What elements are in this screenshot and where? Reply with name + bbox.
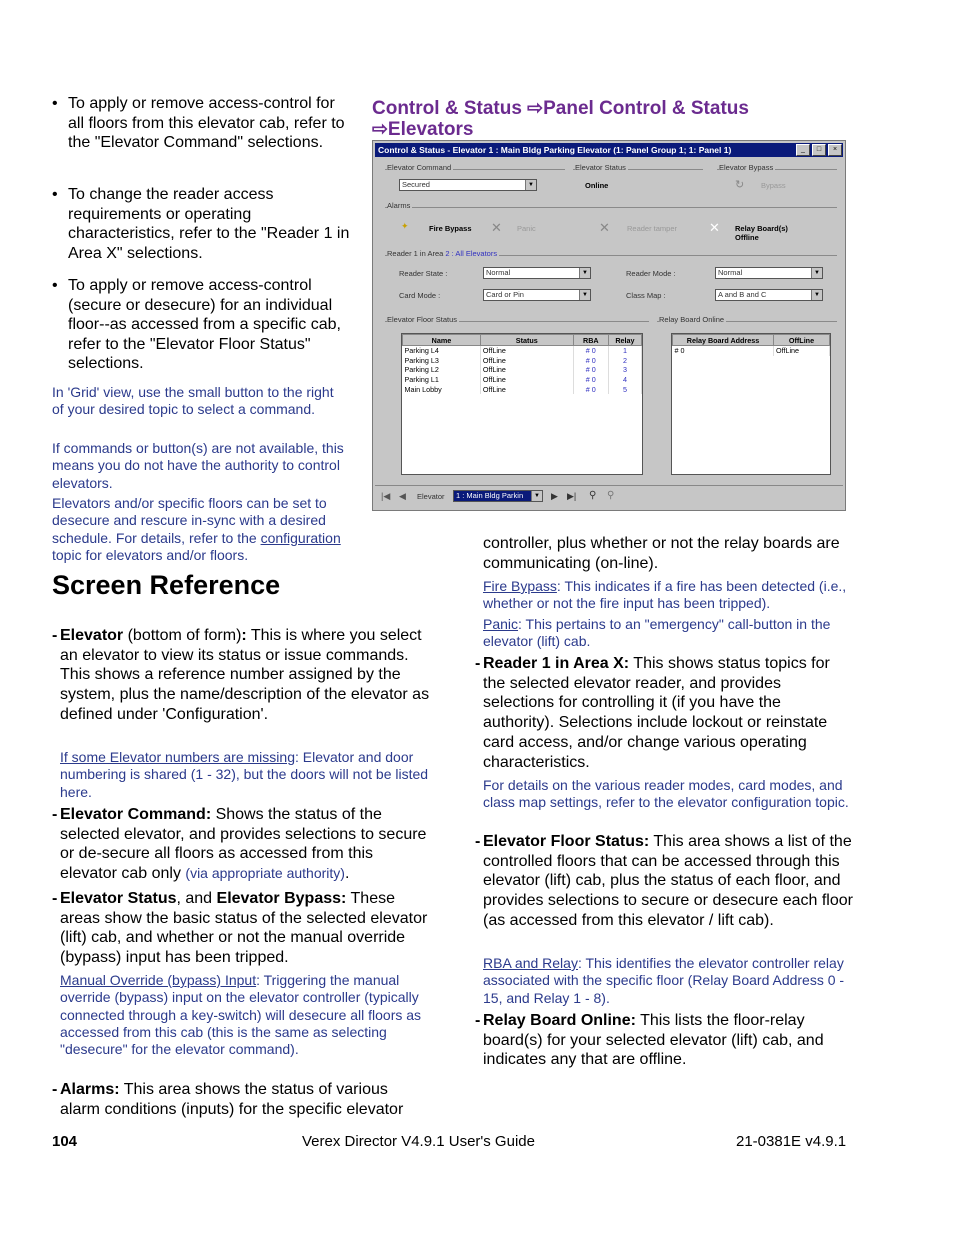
group-line <box>385 207 837 208</box>
table-row[interactable] <box>403 346 642 356</box>
bullet-dot: • <box>52 277 58 294</box>
window-title: Control & Status - Elevator 1 : Main Bldg Parking Elevator (1: Panel Group 1; 1: Panel 1) <box>375 143 843 157</box>
table-row[interactable] <box>403 356 642 366</box>
panic-link[interactable]: Panic <box>483 616 519 632</box>
relay-offline-label: Offline <box>735 233 759 242</box>
reader-tamper-label: Reader tamper <box>627 224 678 233</box>
card-mode-value: Card or Pin <box>486 290 524 299</box>
bullet-text: To apply or remove access-control for all floors from this elevator cab, refer to the "Elevator Command" selections. <box>68 95 345 152</box>
table-row[interactable] <box>673 346 830 356</box>
bullet-elevator-command <box>52 94 352 153</box>
dash-marker: - <box>475 1012 481 1029</box>
note-authority: If commands or button(s) are not available, this means you do not have the authority to control elevators. <box>52 440 344 491</box>
item-elevator <box>52 626 432 725</box>
refresh-icon[interactable]: ↻ <box>735 179 745 191</box>
item-reader <box>475 654 855 772</box>
cell[interactable]: 2 <box>608 356 641 366</box>
cell[interactable]: 3 <box>608 365 641 375</box>
item-alarms <box>52 1080 432 1119</box>
relay-header-row <box>673 335 830 346</box>
note-schedule-text: Elevators and/or specific floors can be set to desecure and rescure in-sync with a desired schedule. For details, refer to the <box>52 495 327 546</box>
cell: Main Lobby <box>403 384 481 394</box>
note-panic <box>483 616 853 651</box>
cell: Parking L1 <box>403 375 481 385</box>
rba-relay-text: : This identifies the elevator controller relay associated with the specific floor (Relay Board Address 0 - 15, and Relay 1 - 8). <box>483 955 845 1006</box>
item-status-text <box>60 889 432 968</box>
reader-mode-label: Reader Mode : <box>626 269 676 278</box>
floor-table <box>402 334 642 394</box>
chevron-down-icon[interactable]: ▼ <box>525 180 536 190</box>
reader-desc: This shows status topics for the selected elevator reader, and provides selections for controlling it (if you have the authority). Selections include lockout or reinstate card access, and/or change various operating characteristics. <box>483 655 830 771</box>
fire-bypass-label: Fire Bypass <box>429 224 472 233</box>
prev-record-icon[interactable]: ◀ <box>399 491 406 501</box>
last-record-icon[interactable]: ▶| <box>567 491 577 501</box>
note-missing-numbers <box>60 749 430 801</box>
fire-bypass-indicator-icon: ✦ <box>401 221 409 231</box>
window-buttons <box>796 144 842 156</box>
chevron-down-icon[interactable]: ▼ <box>811 290 822 300</box>
reader-state-value: Normal <box>486 268 511 277</box>
cell[interactable]: 1 <box>608 346 641 356</box>
chevron-down-icon[interactable]: ▼ <box>811 268 822 278</box>
note-fire-bypass <box>483 578 853 613</box>
elevator-select-value: 1 : Main Bldg Parkin <box>456 491 524 500</box>
item-reader-text <box>483 654 855 772</box>
alarms-term: Alarms: <box>60 1081 120 1098</box>
cell[interactable]: # 0 <box>573 356 608 366</box>
relay-desc: This lists the floor-relay board(s) for your selected elevator (lift) cab, and indicates any that are offline. <box>483 1012 824 1069</box>
table-row[interactable] <box>403 365 642 375</box>
fire-bypass-link[interactable]: Fire Bypass <box>483 578 557 594</box>
arrow-icon: ⇨ <box>372 119 388 140</box>
class-map-value: A and B and C <box>718 290 767 299</box>
item-elevator-command <box>52 805 432 884</box>
elevator-command-select[interactable] <box>399 179 537 191</box>
table-row[interactable] <box>403 384 642 394</box>
elevator-bypass-value: Bypass <box>761 181 786 190</box>
alarms-desc: This area shows the status of various alarm conditions (inputs) for the specific elevator <box>60 1081 404 1118</box>
class-map-label: Class Map : <box>626 291 666 300</box>
manual-override-link[interactable]: Manual Override (bypass) Input <box>60 972 257 988</box>
col-offline[interactable]: OffLine <box>774 335 830 346</box>
cell: Parking L2 <box>403 365 481 375</box>
cell: OffLine <box>774 346 830 356</box>
relay-table <box>672 334 830 356</box>
arrow-icon: ⇨ <box>527 98 544 119</box>
reader-area-label <box>387 249 499 258</box>
close-icon[interactable]: × <box>828 144 842 156</box>
elevator-paren: (bottom of form) <box>123 627 242 644</box>
maximize-icon[interactable]: □ <box>812 144 826 156</box>
dash-marker: - <box>52 1081 58 1098</box>
elevator-select[interactable] <box>453 490 543 502</box>
first-record-icon[interactable]: |◀ <box>381 491 391 501</box>
bullet-floor-status <box>52 276 352 374</box>
panic-text: : This pertains to an "emergency" call-button in the elevator (lift) cab. <box>483 616 831 650</box>
bullet-reader <box>52 185 352 263</box>
panic-x-icon: ✕ <box>491 220 502 235</box>
cell: OffLine <box>480 375 573 385</box>
floor-status-grid[interactable] <box>401 333 643 475</box>
reader-area-link[interactable]: 2 : All Elevators <box>445 249 498 258</box>
table-row[interactable] <box>403 375 642 385</box>
item-alarms-text <box>60 1080 432 1119</box>
heading-part1: Control & Status <box>372 98 528 119</box>
command-term: Elevator Command: <box>60 806 212 823</box>
alarms-label: Alarms <box>387 201 411 210</box>
cell: OffLine <box>480 365 573 375</box>
note-rba-relay <box>483 955 853 1007</box>
col-relay-address[interactable]: Relay Board Address <box>673 335 774 346</box>
cell: OffLine <box>480 356 573 366</box>
dash-marker: - <box>52 806 58 823</box>
chevron-down-icon[interactable]: ▼ <box>531 491 542 501</box>
chevron-down-icon[interactable]: ▼ <box>579 290 590 300</box>
card-mode-label: Card Mode : <box>399 291 441 300</box>
chevron-down-icon[interactable]: ▼ <box>579 268 590 278</box>
col-relay[interactable]: Relay <box>608 335 641 346</box>
relay-online-label: Relay Board Online <box>659 315 725 324</box>
note-schedule-end: topic for elevators and/or floors. <box>52 546 249 563</box>
relay-boards-label: Relay Board(s) <box>735 224 788 233</box>
missing-numbers-link[interactable]: If some Elevator numbers are missing <box>60 749 295 765</box>
relay-x-icon: ✕ <box>709 220 720 235</box>
bullet-text: To apply or remove access-control (secure or desecure) for an individual floor--as accessed from a specific cab, refer to the "Elevator Floor Status" selections. <box>68 277 341 373</box>
cell: OffLine <box>480 346 573 356</box>
item-relay-text <box>483 1011 855 1070</box>
floor-status-label: Elevator Floor Status <box>387 315 458 324</box>
page-number: 104 <box>52 1133 78 1150</box>
elevator-status-label: Elevator Status <box>575 163 626 172</box>
screen-reference-heading: Screen Reference <box>52 570 281 600</box>
rba-relay-link[interactable]: RBA and Relay <box>483 955 578 971</box>
item-elevator-status <box>52 889 432 968</box>
nav-elevator-label: Elevator <box>417 492 445 501</box>
dash-marker: - <box>475 833 481 850</box>
cell: # 0 <box>673 346 774 356</box>
cell[interactable]: # 0 <box>573 375 608 385</box>
relay-board-grid[interactable] <box>671 333 831 475</box>
status-term: Elevator Status <box>60 890 177 907</box>
cell: Parking L4 <box>403 346 481 356</box>
command-end: . <box>344 865 350 883</box>
dash-marker: - <box>52 890 58 907</box>
cell[interactable]: 5 <box>608 384 641 394</box>
note-reader-modes: For details on the various reader modes, card modes, and class map settings, refer to the elevator configuration topic. <box>483 777 849 811</box>
dash-marker: - <box>475 655 481 672</box>
elevator-desc: This is where you select an elevator to view its status or issue commands. This shows a reference number assigned by the system, plus the name/description of the elevator as defined under 'Configuration'. <box>60 627 430 723</box>
cell[interactable]: # 0 <box>573 365 608 375</box>
elevator-command-label: Elevator Command <box>387 163 452 172</box>
item-floor-text <box>483 832 855 931</box>
reader-area-text: Reader 1 in Area <box>387 249 444 258</box>
footer-doc-id: 21-0381E v4.9.1 <box>736 1133 847 1150</box>
manual-override-text: : Triggering the manual override (bypass) input on the elevator controller (typically connected through a key-switch) will desecure all floors as accessed from this cab (this is the same as selecting "desecure" for the elevator command). <box>60 972 422 1058</box>
col-name[interactable]: Name <box>403 335 481 346</box>
floor-desc: This area shows a list of the controlled floors that can be accessed through this elevator (lift) cab, plus the status of each floor, and provides selections to secure or desecure each floor (as accessed from this elevator / lift cab). <box>483 833 853 929</box>
section-heading <box>372 98 792 140</box>
floor-term: Elevator Floor Status: <box>483 833 650 850</box>
next-record-icon[interactable]: ▶ <box>551 491 558 501</box>
find-next-icon[interactable]: ⚲ <box>607 490 615 501</box>
command-desc: Shows the status of the selected elevator, and provides selections to secure or de-secure all floors as accessed from this elevator cab only <box>60 806 427 883</box>
note-manual-override <box>60 972 430 1058</box>
reader-term: Reader 1 in Area X: <box>483 655 630 672</box>
tamper-x-icon: ✕ <box>599 220 610 235</box>
floor-header-row <box>403 335 642 346</box>
reader-mode-value: Normal <box>718 268 743 277</box>
bullet-dot: • <box>52 95 58 112</box>
reader-state-label: Reader State : <box>399 269 448 278</box>
fire-bypass-text: : This indicates if a fire has been detected (i.e., whether or not the fire input has been tripped). <box>483 578 847 612</box>
alarms-continued: controller, plus whether or not the relay boards are communicating (on-line). <box>483 535 840 572</box>
dash-marker: - <box>52 627 58 644</box>
item-command-text <box>60 805 432 884</box>
command-note: (via appropriate authority) <box>185 865 345 882</box>
minimize-icon[interactable]: _ <box>796 144 810 156</box>
bypass-desc: These areas show the basic status of the selected elevator (lift) cab, and whether or not the manual override (bypass) input has been tripped. <box>60 890 428 967</box>
card-mode-select[interactable] <box>483 289 591 301</box>
cell[interactable]: # 0 <box>573 346 608 356</box>
status-mid: , and <box>176 890 217 907</box>
elevator-command-value: Secured <box>402 180 430 189</box>
item-elevator-text <box>60 626 432 725</box>
heading-part3: Elevators <box>387 119 474 140</box>
reader-mode-select[interactable] <box>715 267 823 279</box>
elevator-term: Elevator <box>60 627 124 644</box>
navigation-bar <box>375 485 843 508</box>
item-relay-online <box>475 1011 855 1070</box>
elevator-status-value: Online <box>585 181 609 190</box>
missing-numbers-text: : Elevator and door numbering is shared (1 - 32), but the doors will not be listed here. <box>60 749 429 800</box>
cell: Parking L3 <box>403 356 481 366</box>
bullet-dot: • <box>52 186 58 203</box>
note-schedule <box>52 495 362 564</box>
screenshot-elevator-control <box>372 140 846 511</box>
elevator-colon: : <box>241 627 247 644</box>
class-map-select[interactable] <box>715 289 823 301</box>
elevator-bypass-label: Elevator Bypass <box>719 163 774 172</box>
relay-term: Relay Board Online: <box>483 1012 636 1029</box>
cell[interactable]: # 0 <box>573 384 608 394</box>
configuration-link[interactable]: configuration <box>260 529 341 546</box>
binoculars-icon[interactable]: ⚲ <box>589 490 597 501</box>
cell: OffLine <box>480 384 573 394</box>
bullet-text: To change the reader access requirements or operating characteristics, refer to the "Reader 1 in Area X" selections. <box>68 186 350 262</box>
reader-state-select[interactable] <box>483 267 591 279</box>
bypass-term: Elevator Bypass: <box>216 890 347 907</box>
footer-title: Verex Director V4.9.1 User's Guide <box>302 1133 535 1150</box>
heading-part2: Panel Control & Status <box>543 98 749 119</box>
panic-label: Panic <box>517 224 536 233</box>
col-status[interactable]: Status <box>480 335 573 346</box>
note-grid-view: In 'Grid' view, use the small button to the right of your desired topic to select a command. <box>52 384 334 418</box>
item-floor-status <box>475 832 855 931</box>
col-rba[interactable]: RBA <box>573 335 608 346</box>
cell[interactable]: 4 <box>608 375 641 385</box>
